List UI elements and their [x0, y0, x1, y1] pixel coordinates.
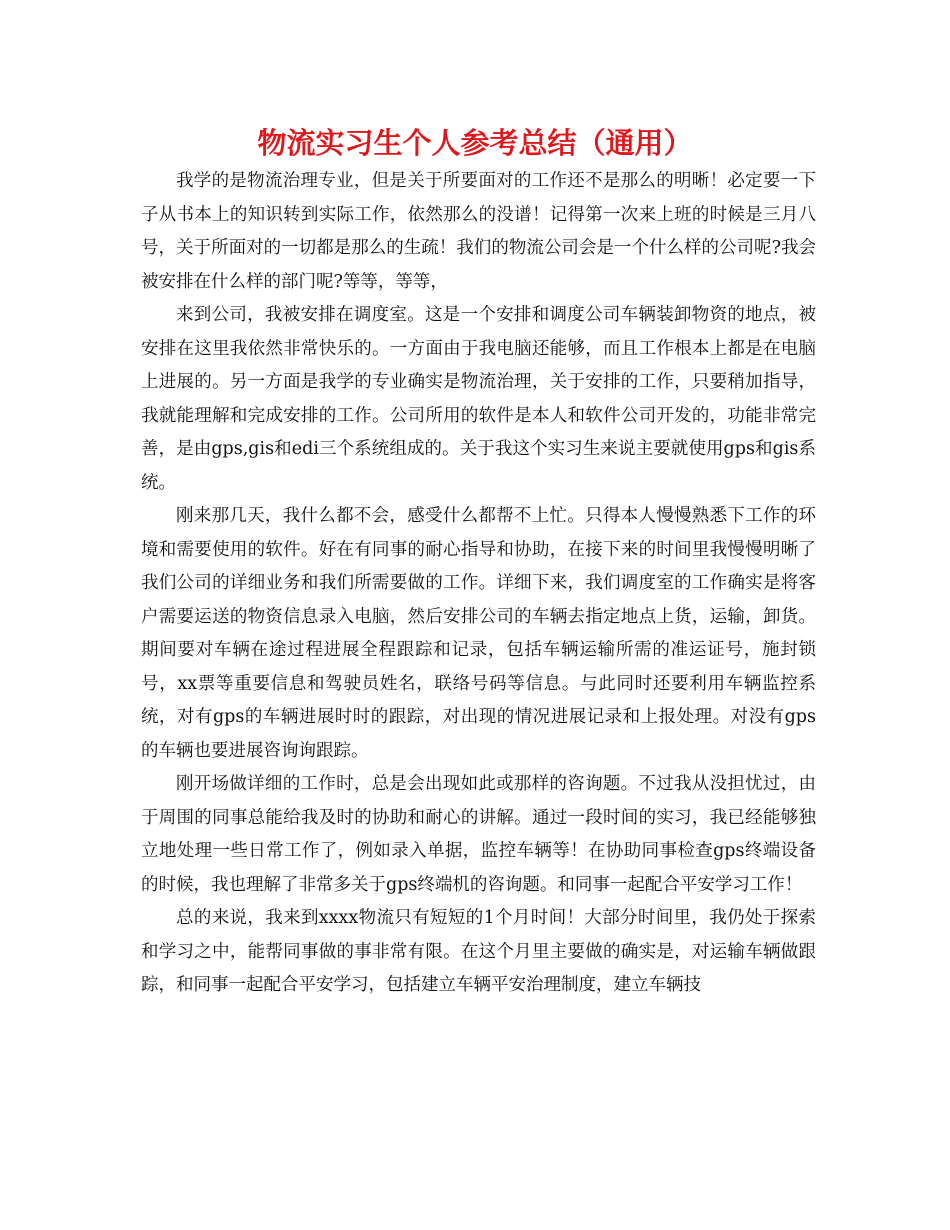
paragraph: 刚开场做详细的工作时，总是会出现如此或那样的咨询题。不过我从没担忧过，由于周围的同事总能给我及时的协助和耐心的讲解。通过一段时间的实习，我已经能够独立地处理一些日常工作了，例如录入单据，监控车辆等！在协助同事检查gps终端设备的时候，我也理解了非常多关于gps终端机的咨询题。和同事一起配合平安学习工作！: [141, 774, 816, 895]
document-title: 物流实习生个人参考总结（通用）: [257, 126, 693, 160]
paragraph: 总的来说，我来到xxxx物流只有短短的1个月时间！大部分时间里，我仍处于探索和学习之中，能帮同事做的事非常有限。在这个月里主要做的确实是，对运输车辆做跟踪，和同事一起配合平安学习，包括建立车辆平安治理制度，建立车辆技: [141, 908, 816, 995]
paragraph: 刚来那几天，我什么都不会，感受什么都帮不上忙。只得本人慢慢熟悉下工作的环境和需要使用的软件。好在有同事的耐心指导和协助，在接下来的时间里我慢慢明晰了我们公司的详细业务和我们所需要做的工作。详细下来，我们调度室的工作确实是将客户需要运送的物资信息录入电脑，然后安排公司的车辆去指定地点上货，运输，卸货。期间要对车辆在途过程进展全程跟踪和记录，包括车辆运输所需的准运证号，施封锁号，xx票等重要信息和驾驶员姓名，联络号码等信息。与此同时还要利用车辆监控系统，对有gps的车辆进展时时的跟踪，对出现的情况进展记录和上报处理。对没有gps的车辆也要进展咨询询跟踪。: [141, 506, 816, 761]
document-body: [141, 165, 816, 1003]
paragraph: 我学的是物流治理专业，但是关于所要面对的工作还不是那么的明晰！必定要一下子从书本上的知识转到实际工作，依然那么的没谱！记得第一次来上班的时候是三月八号，关于所面对的一切都是那么的生疏！我们的物流公司会是一个什么样的公司呢?我会被安排在什么样的部门呢?等等，等等，: [141, 171, 816, 292]
paragraph: 来到公司，我被安排在调度室。这是一个安排和调度公司车辆装卸物资的地点，被安排在这里我依然非常快乐的。一方面由于我电脑还能够，而且工作根本上都是在电脑上进展的。另一方面是我学的专业确实是物流治理，关于安排的工作，只要稍加指导，我就能理解和完成安排的工作。公司所用的软件是本人和软件公司开发的，功能非常完善，是由gps,gis和edi三个系统组成的。关于我这个实习生来说主要就使用gps和gis系统。: [141, 305, 816, 493]
